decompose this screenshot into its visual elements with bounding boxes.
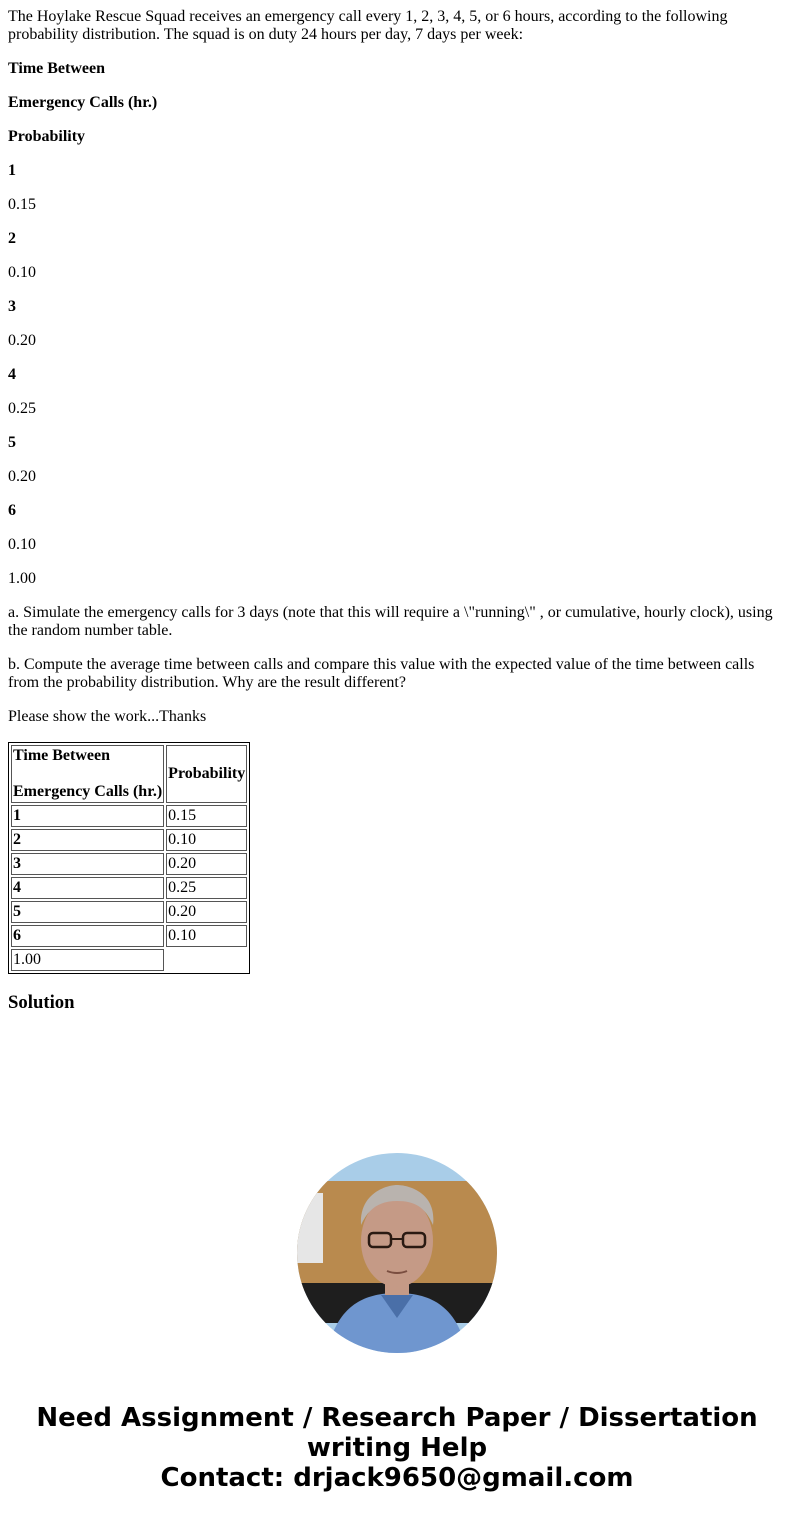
solution-heading: Solution — [8, 992, 75, 1013]
question-part-a: a. Simulate the emergency calls for 3 days (note that this will require a \"running\" , or cumulative, hourly clock), using the random number table. — [8, 604, 773, 639]
table-cell-prob: 0.20 — [166, 853, 247, 875]
table-cell-prob: 0.10 — [166, 925, 247, 947]
table-row — [11, 877, 247, 899]
question-intro: The Hoylake Rescue Squad receives an emergency call every 1, 2, 3, 4, 5, or 6 hours, according to the following probability distribution. The squad is on duty 24 hours per day, 7 days per week: — [8, 8, 728, 43]
dist-hours-2: 2 — [8, 230, 16, 247]
dist-hours-5: 5 — [8, 434, 16, 451]
dist-prob-2: 0.10 — [8, 264, 36, 281]
table-header-time — [11, 745, 164, 803]
table-cell-prob: 0.10 — [166, 829, 247, 851]
dist-prob-4: 0.25 — [8, 400, 36, 417]
table-cell-hours: 4 — [11, 877, 164, 899]
table-header-row — [11, 745, 247, 803]
dist-hours-1: 1 — [8, 162, 16, 179]
promo-banner — [0, 1403, 794, 1493]
col1-heading-line1: Time Between — [8, 60, 106, 77]
avatar-switchboard — [297, 1193, 323, 1263]
promo-line-1: Need Assignment / Research Paper / Dissertation — [36, 1403, 758, 1433]
table-cell-empty — [166, 949, 247, 971]
promo-contact: Contact: drjack9650@gmail.com — [160, 1463, 634, 1493]
tutor-avatar — [297, 1153, 497, 1353]
tutor-portrait-image — [297, 1153, 497, 1353]
dist-prob-5: 0.20 — [8, 468, 36, 485]
dist-prob-3: 0.20 — [8, 332, 36, 349]
table-cell-hours: 3 — [11, 853, 164, 875]
table-total-row — [11, 949, 247, 971]
table-header-time-line2: Emergency Calls (hr.) — [13, 783, 163, 800]
table-cell-hours: 5 — [11, 901, 164, 923]
table-row — [11, 853, 247, 875]
table-row — [11, 829, 247, 851]
question-part-b: b. Compute the average time between calls and compare this value with the expected value of the time between calls from the probability distribution. Why are the result different? — [8, 656, 755, 691]
table-header-probability: Probability — [166, 745, 247, 803]
dist-hours-6: 6 — [8, 502, 16, 519]
dist-prob-1: 0.15 — [8, 196, 36, 213]
table-header-time-line1: Time Between — [13, 747, 111, 764]
table-cell-prob: 0.25 — [166, 877, 247, 899]
dist-total: 1.00 — [8, 570, 36, 587]
promo-line-2: writing Help — [306, 1433, 488, 1463]
question-closing: Please show the work...Thanks — [8, 708, 207, 725]
table-cell-hours: 1 — [11, 805, 164, 827]
table-cell-prob: 0.15 — [166, 805, 247, 827]
table-cell-prob: 0.20 — [166, 901, 247, 923]
dist-hours-4: 4 — [8, 366, 16, 383]
table-cell-hours: 2 — [11, 829, 164, 851]
col2-heading: Probability — [8, 128, 86, 145]
question-content — [8, 8, 786, 1014]
dist-hours-3: 3 — [8, 298, 16, 315]
table-row — [11, 901, 247, 923]
distribution-table — [8, 742, 250, 974]
table-row — [11, 925, 247, 947]
table-cell-hours: 6 — [11, 925, 164, 947]
table-cell-total: 1.00 — [11, 949, 164, 971]
dist-prob-6: 0.10 — [8, 536, 36, 553]
col1-heading-line2: Emergency Calls (hr.) — [8, 94, 158, 111]
table-row — [11, 805, 247, 827]
